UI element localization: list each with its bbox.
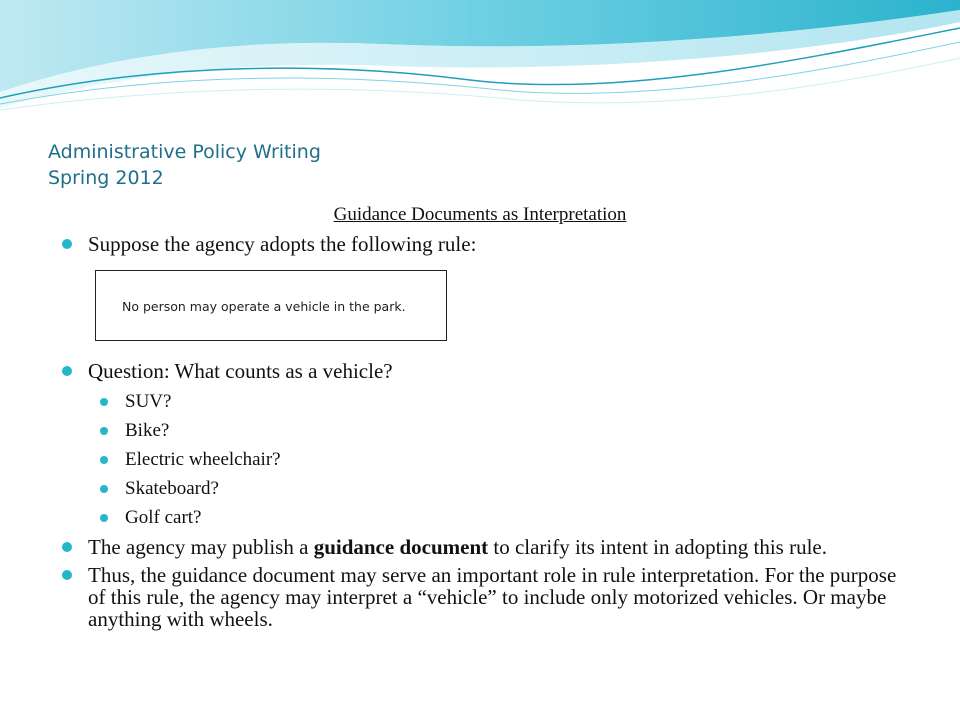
course-title: Administrative Policy Writing (48, 141, 321, 163)
bullet-icon (62, 542, 72, 552)
bullet-rule-intro: Suppose the agency adopts the following rule: (62, 233, 912, 255)
header-wave-decoration (0, 0, 960, 130)
subitem-suv: SUV? (62, 391, 912, 413)
bullet-icon (100, 485, 108, 493)
guidance-document-term: guidance document (313, 535, 489, 559)
subitem-skateboard: Skateboard? (62, 478, 912, 500)
slide-title: Guidance Documents as Interpretation (333, 204, 627, 225)
bullet-icon (62, 239, 72, 249)
slide-header (48, 139, 321, 191)
bullet-icon (62, 570, 72, 580)
rule-text: No person may operate a vehicle in the park. (122, 299, 406, 314)
bullet-icon (100, 456, 108, 464)
term-label: Spring 2012 (48, 167, 164, 189)
bullet-icon (100, 514, 108, 522)
bullet-question: Question: What counts as a vehicle? (62, 360, 912, 382)
bullet-guidance: The agency may publish a guidance document to clarify its intent in adopting this rule. (62, 536, 912, 558)
subitem-electric-wheelchair: Electric wheelchair? (62, 449, 912, 471)
bullet-icon (62, 366, 72, 376)
bullet-icon (100, 398, 108, 406)
bullet-icon (100, 427, 108, 435)
bullet-interpretation: Thus, the guidance document may serve an important role in rule interpretation. For the purpose of this rule, the agency may interpret a “vehicle” to include only motorized vehicles. Or maybe anything with wheels. (62, 564, 912, 630)
subitem-golf-cart: Golf cart? (62, 507, 912, 529)
subitem-bike: Bike? (62, 420, 912, 442)
slide-content (62, 233, 912, 630)
